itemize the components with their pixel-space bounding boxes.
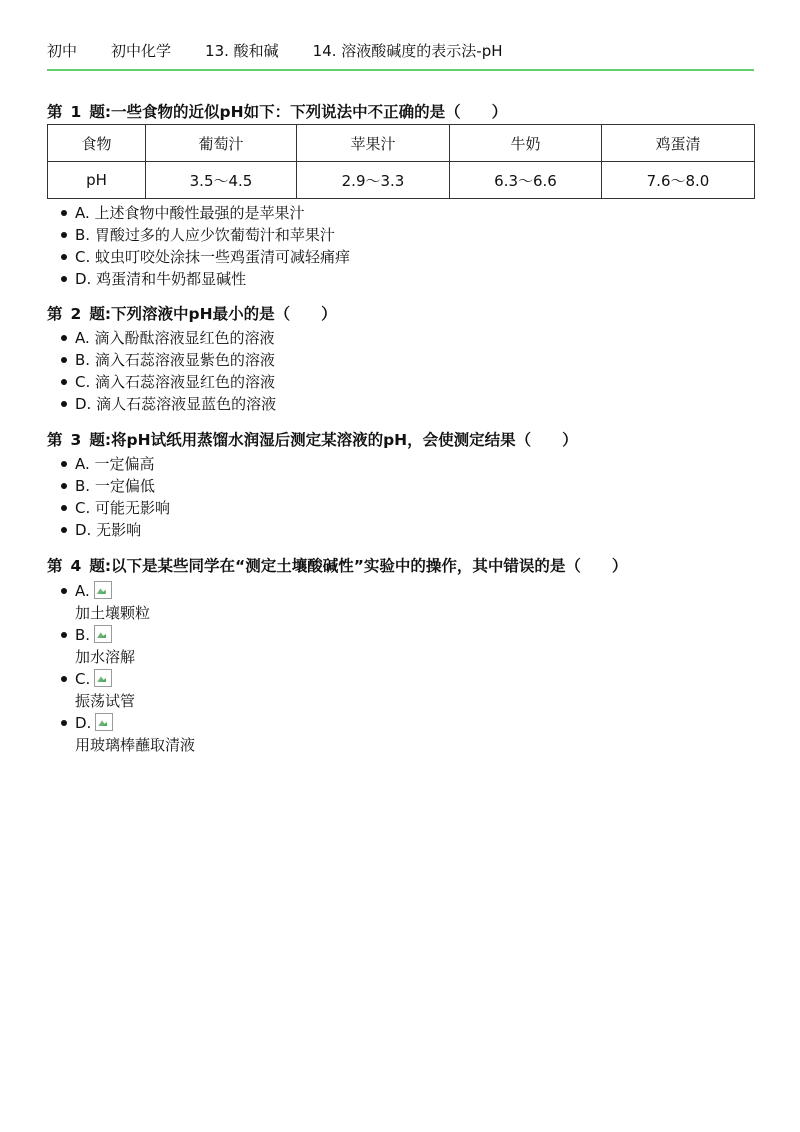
option-b[interactable]: B. 滴入石蕊溶液显紫色的溶液 [75,349,767,371]
option-a[interactable]: A. 加土壤颗粒 [75,580,767,624]
ph-table [47,124,755,199]
option-d[interactable]: D. 鸡蛋清和牛奶都显碱性 [75,268,767,290]
table-header-row [48,125,755,162]
table-cell: 苹果汁 [297,125,450,162]
broken-image-icon [94,581,112,599]
options-list [47,327,767,415]
question-2 [47,302,767,415]
broken-image-icon [94,669,112,687]
table-cell: 葡萄汁 [146,125,297,162]
table-row [48,162,755,199]
breadcrumb-item[interactable]: 14. 溶液酸碱度的表示法-pH [312,41,503,60]
broken-image-icon [95,713,113,731]
option-d[interactable]: D. 滴人石蕊溶液显蓝色的溶液 [75,393,767,415]
question-title: 第 3 题:将pH试纸用蒸馏水润湿后测定某溶液的pH，会使测定结果（ ） [47,431,578,449]
breadcrumb-item[interactable]: 13. 酸和碱 [205,41,279,60]
option-d[interactable]: D. 无影响 [75,519,767,541]
option-caption: 加土壤颗粒 [75,604,151,622]
options-list [47,580,767,756]
options-list [47,453,767,541]
question-title: 第 1 题:一些食物的近似pH如下：下列说法中不正确的是（ ） [47,103,508,121]
question-title: 第 4 题:以下是某些同学在“测定土壤酸碱性”实验中的操作，其中错误的是（ ） [47,557,628,575]
table-cell: 7.6～8.0 [602,162,755,199]
table-cell: 2.9～3.3 [297,162,450,199]
option-d[interactable]: D. 用玻璃棒蘸取清液 [75,712,767,756]
option-b[interactable]: B. 胃酸过多的人应少饮葡萄汁和苹果汁 [75,224,767,246]
option-caption: 用玻璃棒蘸取清液 [75,736,196,754]
option-a[interactable]: A. 上述食物中酸性最强的是苹果汁 [75,202,767,224]
table-cell: pH [48,162,146,199]
option-c[interactable]: C. 蚊虫叮咬处涂抹一些鸡蛋清可减轻痛痒 [75,246,767,268]
breadcrumb-item[interactable]: 初中化学 [111,41,172,60]
table-cell: 3.5～4.5 [146,162,297,199]
question-1 [47,100,767,290]
option-b[interactable]: B. 一定偏低 [75,475,767,497]
breadcrumb-item[interactable]: 初中 [47,41,78,60]
option-caption: 加水溶解 [75,648,136,666]
option-caption: 振荡试管 [75,692,136,710]
header-divider [47,69,754,71]
breadcrumb [47,38,537,62]
option-a[interactable]: A. 滴入酚酞溶液显红色的溶液 [75,327,767,349]
option-b[interactable]: B. 加水溶解 [75,624,767,668]
option-c[interactable]: C. 滴入石蕊溶液显红色的溶液 [75,371,767,393]
question-4 [47,554,767,756]
option-c[interactable]: C. 可能无影响 [75,497,767,519]
broken-image-icon [94,625,112,643]
table-cell: 6.3～6.6 [450,162,602,199]
option-c[interactable]: C. 振荡试管 [75,668,767,712]
options-list [47,202,767,290]
question-3 [47,428,767,541]
question-title: 第 2 题:下列溶液中pH最小的是（ ） [47,305,337,323]
table-cell: 鸡蛋清 [602,125,755,162]
table-cell: 食物 [48,125,146,162]
option-a[interactable]: A. 一定偏高 [75,453,767,475]
table-cell: 牛奶 [450,125,602,162]
